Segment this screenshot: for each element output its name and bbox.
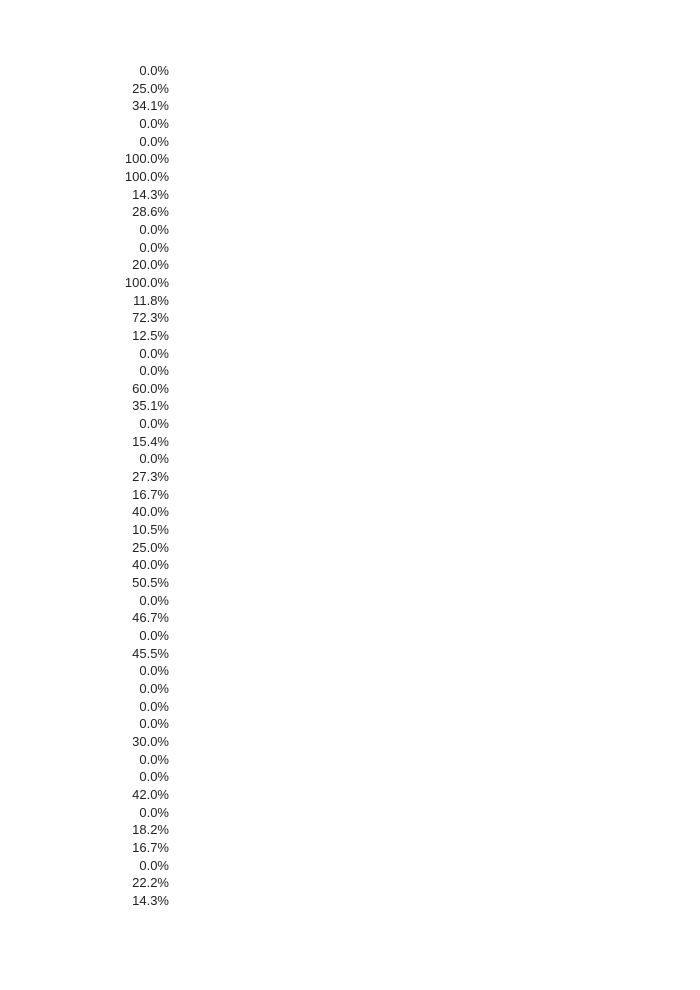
percentage-value: 18.2% xyxy=(132,822,169,838)
percentage-value: 30.0% xyxy=(132,733,169,749)
percentage-values-column xyxy=(0,62,169,910)
percentage-value: 72.3% xyxy=(132,310,169,326)
percentage-value: 40.0% xyxy=(132,557,169,573)
percentage-value: 28.6% xyxy=(132,204,169,220)
percentage-value: 0.0% xyxy=(139,716,169,732)
percentage-value: 14.3% xyxy=(132,186,169,202)
percentage-value: 100.0% xyxy=(124,151,169,167)
percentage-value: 0.0% xyxy=(139,63,169,78)
percentage-value: 0.0% xyxy=(139,416,169,432)
percentage-value: 0.0% xyxy=(139,751,169,767)
percentage-value: 0.0% xyxy=(139,857,169,873)
percentage-value: 15.4% xyxy=(132,433,169,449)
percentage-value: 42.0% xyxy=(132,786,169,802)
percentage-value: 40.0% xyxy=(132,504,169,520)
percentage-value: 16.7% xyxy=(132,486,169,502)
percentage-value: 0.0% xyxy=(139,592,169,608)
percentage-value: 0.0% xyxy=(139,115,169,131)
percentage-value: 35.1% xyxy=(132,398,169,414)
percentage-value: 16.7% xyxy=(132,839,169,855)
percentage-value: 22.2% xyxy=(132,875,169,891)
percentage-value: 0.0% xyxy=(139,680,169,696)
percentage-value: 0.0% xyxy=(139,804,169,820)
percentage-value: 0.0% xyxy=(139,239,169,255)
percentage-value: 25.0% xyxy=(132,80,169,96)
percentage-value: 0.0% xyxy=(139,698,169,714)
percentage-value: 0.0% xyxy=(139,221,169,237)
percentage-value: 100.0% xyxy=(124,274,169,290)
percentage-value: 50.5% xyxy=(132,575,169,591)
percentage-value: 34.1% xyxy=(132,98,169,114)
percentage-value: 27.3% xyxy=(132,469,169,485)
percentage-value: 60.0% xyxy=(132,380,169,396)
percentage-value: 11.8% xyxy=(133,292,169,308)
percentage-value: 45.5% xyxy=(132,645,169,661)
percentage-value: 100.0% xyxy=(124,168,169,184)
percentage-value: 0.0% xyxy=(139,133,169,149)
percentage-value: 0.0% xyxy=(139,663,169,679)
percentage-value: 46.7% xyxy=(132,610,169,626)
percentage-value: 0.0% xyxy=(139,363,169,379)
percentage-value: 20.0% xyxy=(132,257,169,273)
percentage-value: 0.0% xyxy=(139,345,169,361)
percentage-value: 12.5% xyxy=(132,327,169,343)
percentage-value: 0.0% xyxy=(139,451,169,467)
percentage-value: 10.5% xyxy=(132,522,169,538)
percentage-value: 0.0% xyxy=(139,628,169,643)
percentage-value: 0.0% xyxy=(139,769,169,785)
percentage-value: 25.0% xyxy=(132,539,169,555)
percentage-value: 14.3% xyxy=(132,892,169,908)
